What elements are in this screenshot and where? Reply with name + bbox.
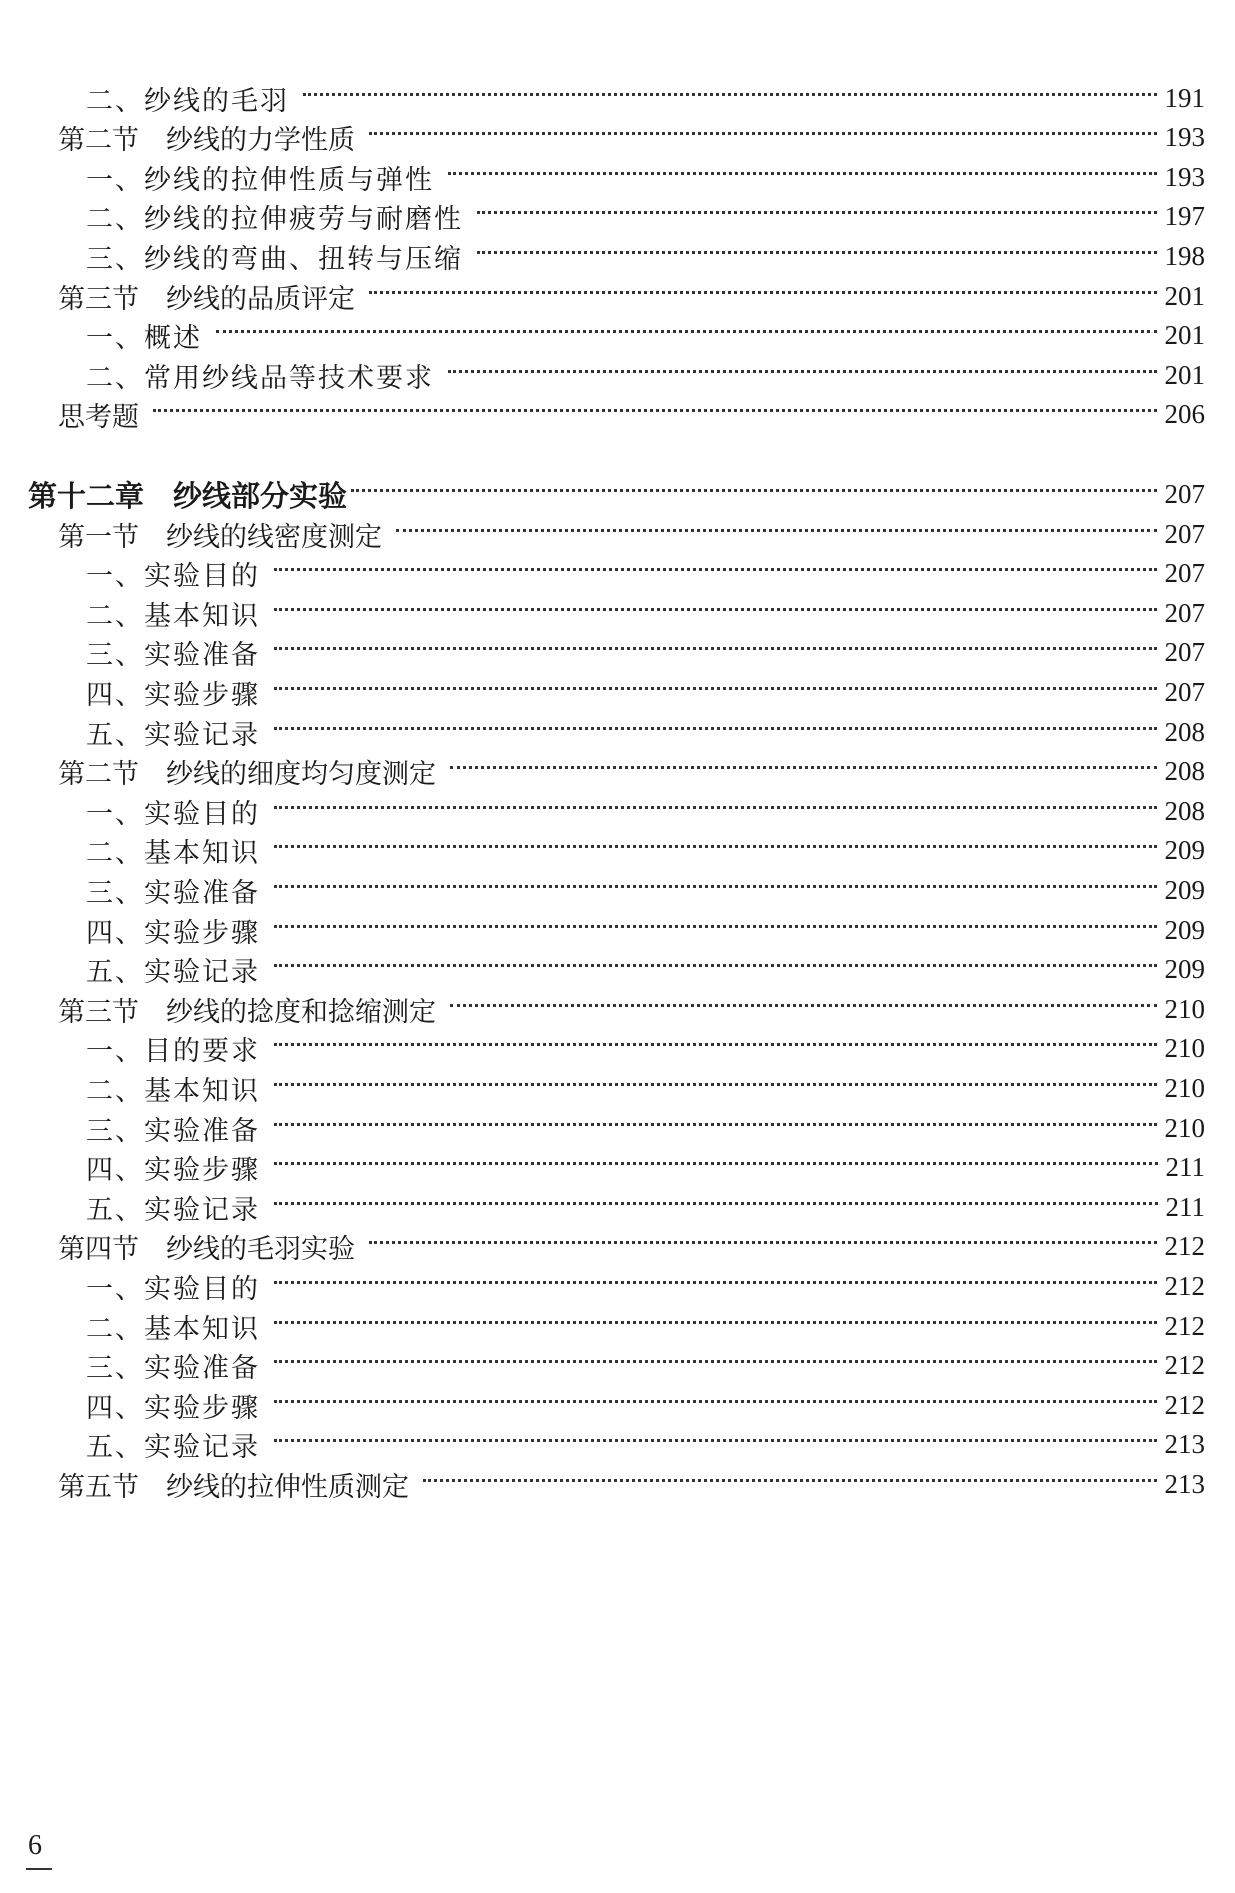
dot-leader — [274, 806, 1157, 809]
toc-entry-chapter — [28, 472, 1205, 516]
toc-entry-page: 207 — [1164, 597, 1205, 628]
toc-entry-plain — [58, 393, 1205, 437]
toc-entry-item — [86, 353, 1205, 397]
dot-leader — [450, 1004, 1157, 1007]
dot-leader — [477, 251, 1157, 254]
dot-leader — [274, 687, 1157, 690]
toc-entry-title: 四、实验步骤 — [86, 679, 260, 711]
toc-entry-item — [86, 1066, 1205, 1110]
toc-entry-title: 三、实验准备 — [86, 1115, 260, 1147]
toc-entry-page: 208 — [1164, 756, 1205, 787]
toc-entry-title: 第二节 纱线的力学性质 — [58, 125, 355, 157]
dot-leader — [274, 1043, 1157, 1046]
toc-entry-item — [86, 1027, 1205, 1071]
toc-entry-item — [86, 908, 1205, 952]
dot-leader — [274, 727, 1157, 730]
toc-entry-title: 一、纱线的拉伸性质与弹性 — [86, 164, 434, 196]
toc-entry-item — [86, 1146, 1205, 1190]
toc-entry-item — [86, 591, 1205, 635]
toc-entry-title: 二、纱线的毛羽 — [86, 85, 289, 117]
toc-entry-page: 207 — [1164, 478, 1205, 509]
toc-entry-section — [58, 512, 1205, 556]
dot-leader — [274, 608, 1157, 611]
toc-entry-page: 209 — [1164, 835, 1205, 866]
toc-entry-page: 210 — [1164, 1033, 1205, 1064]
dot-leader — [274, 885, 1157, 888]
toc-entry-item — [86, 1383, 1205, 1427]
toc-entry-item — [86, 552, 1205, 596]
toc-entry-title: 二、基本知识 — [86, 838, 260, 870]
page-number-underline — [26, 1868, 52, 1870]
dot-leader — [274, 1321, 1157, 1324]
toc-entry-title: 第三节 纱线的品质评定 — [58, 283, 355, 315]
toc-entry-title: 四、实验步骤 — [86, 1392, 260, 1424]
toc-entry-title: 第四节 纱线的毛羽实验 — [58, 1234, 355, 1266]
toc-entry-page: 197 — [1164, 201, 1205, 232]
toc-entry-page: 206 — [1164, 399, 1205, 430]
toc-entry-title: 第十二章 纱线部分实验 — [28, 478, 348, 513]
toc-entry-item — [86, 195, 1205, 239]
toc-entry-page: 201 — [1164, 320, 1205, 351]
toc-entry-title: 二、基本知识 — [86, 1075, 260, 1107]
toc-entry-page: 198 — [1164, 240, 1205, 271]
dot-leader — [274, 1123, 1157, 1126]
toc-entry-item — [86, 1423, 1205, 1467]
toc-entry-page: 207 — [1164, 518, 1205, 549]
toc-entry-title: 三、实验准备 — [86, 877, 260, 909]
toc-entry-item — [86, 710, 1205, 754]
dot-leader — [448, 172, 1157, 175]
toc-entry-item — [86, 155, 1205, 199]
toc-entry-title: 第一节 纱线的线密度测定 — [58, 521, 382, 553]
toc-entry-item — [86, 76, 1205, 120]
toc-entry-item — [86, 314, 1205, 358]
dot-leader — [274, 964, 1157, 967]
toc-entry-title: 五、实验记录 — [86, 1194, 260, 1226]
toc-entry-page: 212 — [1164, 1389, 1205, 1420]
dot-leader — [274, 925, 1157, 928]
toc-entry-page: 209 — [1164, 874, 1205, 905]
toc-entry-title: 三、实验准备 — [86, 1353, 260, 1385]
dot-leader — [274, 568, 1157, 571]
dot-leader — [477, 211, 1157, 214]
toc-entry-section — [58, 750, 1205, 794]
toc-entry-section — [58, 1462, 1205, 1506]
dot-leader — [274, 1360, 1157, 1363]
toc-entry-item — [86, 234, 1205, 278]
toc-entry-item — [86, 631, 1205, 675]
toc-entry-section — [58, 987, 1205, 1031]
dot-leader — [274, 647, 1157, 650]
dot-leader — [274, 1083, 1157, 1086]
dot-leader — [274, 1439, 1157, 1442]
toc-entry-page: 212 — [1164, 1350, 1205, 1381]
toc-entry-page: 207 — [1164, 637, 1205, 668]
toc-entry-page: 213 — [1164, 1429, 1205, 1460]
toc-entry-title: 四、实验步骤 — [86, 917, 260, 949]
toc-entry-page: 201 — [1164, 280, 1205, 311]
toc-entry-page: 210 — [1164, 993, 1205, 1024]
toc-entry-page: 208 — [1164, 716, 1205, 747]
toc-entry-section — [58, 1225, 1205, 1269]
dot-leader — [274, 1202, 1158, 1205]
toc-entry-title: 思考题 — [58, 402, 139, 434]
toc-entry-title: 五、实验记录 — [86, 1432, 260, 1464]
toc-entry-item — [86, 1344, 1205, 1388]
dot-leader — [153, 409, 1157, 412]
dot-leader — [369, 1241, 1157, 1244]
toc-entry-item — [86, 1304, 1205, 1348]
toc-entry-page: 209 — [1164, 914, 1205, 945]
toc-entry-title: 第二节 纱线的细度均匀度测定 — [58, 759, 436, 791]
dot-leader — [274, 1400, 1157, 1403]
toc-entry-title: 三、实验准备 — [86, 640, 260, 672]
toc-entry-title: 二、纱线的拉伸疲劳与耐磨性 — [86, 204, 463, 236]
toc-entry-page: 210 — [1164, 1072, 1205, 1103]
toc-entry-page: 212 — [1164, 1270, 1205, 1301]
toc-entry-page: 208 — [1164, 795, 1205, 826]
toc-entry-item — [86, 670, 1205, 714]
dot-leader — [423, 1479, 1157, 1482]
toc-entry-title: 二、基本知识 — [86, 600, 260, 632]
toc-entry-section — [58, 274, 1205, 318]
toc-entry-item — [86, 1264, 1205, 1308]
toc-entry-page: 193 — [1164, 122, 1205, 153]
toc-entry-title: 一、实验目的 — [86, 561, 260, 593]
toc-entry-title: 二、常用纱线品等技术要求 — [86, 362, 434, 394]
dot-leader — [274, 1162, 1158, 1165]
toc-entry-item — [86, 789, 1205, 833]
toc-entry-title: 一、实验目的 — [86, 798, 260, 830]
toc-entry-item — [86, 829, 1205, 873]
dot-leader — [351, 489, 1156, 492]
toc-entry-title: 五、实验记录 — [86, 957, 260, 989]
toc-entry-item — [86, 1106, 1205, 1150]
toc-entry-title: 四、实验步骤 — [86, 1155, 260, 1187]
toc-entry-title: 一、实验目的 — [86, 1273, 260, 1305]
dot-leader — [216, 330, 1157, 333]
toc-entry-title: 一、概述 — [86, 323, 202, 355]
toc-entry-page: 211 — [1165, 1191, 1205, 1222]
toc-entry-page: 207 — [1164, 676, 1205, 707]
dot-leader — [396, 529, 1157, 532]
toc-entry-page: 212 — [1164, 1231, 1205, 1262]
toc-entry-title: 第五节 纱线的拉伸性质测定 — [58, 1471, 409, 1503]
toc-entry-item — [86, 868, 1205, 912]
dot-leader — [303, 93, 1157, 96]
dot-leader — [450, 766, 1157, 769]
toc-entry-page: 193 — [1164, 161, 1205, 192]
dot-leader — [274, 845, 1157, 848]
toc-entry-section — [58, 116, 1205, 160]
toc-entry-page: 209 — [1164, 954, 1205, 985]
toc-entry-page: 212 — [1164, 1310, 1205, 1341]
toc-entry-title: 一、目的要求 — [86, 1036, 260, 1068]
toc-entry-item — [86, 1185, 1205, 1229]
toc-entry-page: 213 — [1164, 1468, 1205, 1499]
dot-leader — [369, 291, 1157, 294]
toc-entry-page: 211 — [1165, 1152, 1205, 1183]
toc-entry-page: 191 — [1164, 82, 1205, 113]
toc-entry-item — [86, 948, 1205, 992]
dot-leader — [369, 132, 1157, 135]
toc-entry-page: 210 — [1164, 1112, 1205, 1143]
toc-entry-page: 207 — [1164, 558, 1205, 589]
toc-entry-page: 201 — [1164, 359, 1205, 390]
dot-leader — [274, 1281, 1157, 1284]
toc-entry-title: 三、纱线的弯曲、扭转与压缩 — [86, 243, 463, 275]
toc-entry-title: 二、基本知识 — [86, 1313, 260, 1345]
toc-entry-title: 第三节 纱线的捻度和捻缩测定 — [58, 996, 436, 1028]
dot-leader — [448, 370, 1157, 373]
toc-entry-title: 五、实验记录 — [86, 719, 260, 751]
page-number: 6 — [28, 1830, 42, 1861]
